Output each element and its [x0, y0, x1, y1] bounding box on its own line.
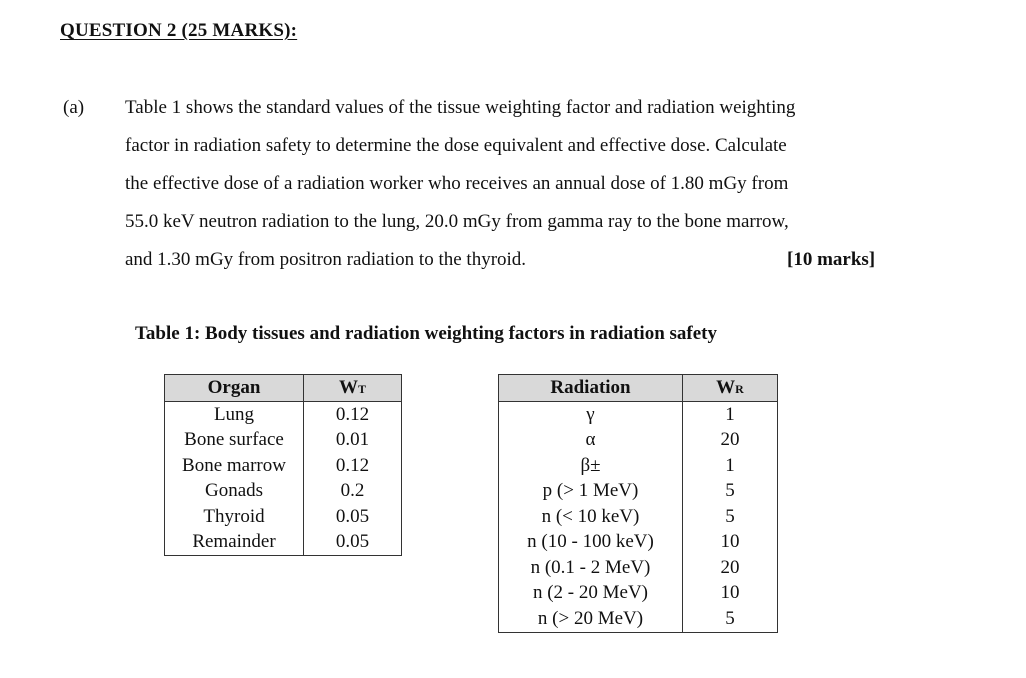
- table-header-row: [499, 375, 778, 402]
- organ-cell: Lung: [165, 402, 304, 428]
- wt-header-sub: T: [357, 382, 366, 396]
- radiation-cell: α: [499, 428, 683, 454]
- table-row: [499, 606, 778, 632]
- radiation-cell: n (10 - 100 keV): [499, 530, 683, 556]
- part-label: (a): [63, 97, 85, 118]
- radiation-weighting-table: [498, 374, 778, 633]
- wr-cell: 5: [683, 479, 778, 505]
- wt-cell: 0.12: [304, 402, 402, 428]
- question-line-2: factor in radiation safety to determine the dose equivalent and effective dose. Calculate: [125, 135, 787, 156]
- organ-header: Organ: [165, 375, 304, 402]
- radiation-cell: β±: [499, 453, 683, 479]
- wt-cell: 0.05: [304, 530, 402, 556]
- radiation-header: Radiation: [499, 375, 683, 402]
- wr-cell: 20: [683, 555, 778, 581]
- table-row: [165, 504, 402, 530]
- wr-cell: 5: [683, 606, 778, 632]
- table-row: [499, 504, 778, 530]
- radiation-cell: γ: [499, 402, 683, 428]
- table-row: [165, 530, 402, 556]
- question-line-3: the effective dose of a radiation worker who receives an annual dose of 1.80 mGy from: [125, 173, 789, 194]
- table-row: [499, 555, 778, 581]
- wr-cell: 1: [683, 453, 778, 479]
- question-heading: QUESTION 2 (25 MARKS):: [60, 20, 298, 41]
- table-row: [499, 428, 778, 454]
- table-row: [165, 402, 402, 428]
- radiation-cell: n (0.1 - 2 MeV): [499, 555, 683, 581]
- wr-header: [683, 375, 778, 402]
- question-line-5: and 1.30 mGy from positron radiation to the thyroid.: [125, 249, 527, 270]
- table-header-row: [165, 375, 402, 402]
- wr-cell: 20: [683, 428, 778, 454]
- radiation-cell: p (> 1 MeV): [499, 479, 683, 505]
- radiation-cell: n (2 - 20 MeV): [499, 581, 683, 607]
- wt-header: [304, 375, 402, 402]
- table-row: [499, 479, 778, 505]
- table-caption: Table 1: Body tissues and radiation weighting factors in radiation safety: [135, 323, 718, 344]
- table-row: [499, 530, 778, 556]
- wt-header-main: W: [338, 377, 358, 398]
- radiation-cell: n (< 10 keV): [499, 504, 683, 530]
- table-row: [165, 453, 402, 479]
- wr-cell: 10: [683, 530, 778, 556]
- wt-cell: 0.01: [304, 428, 402, 454]
- radiation-cell: n (> 20 MeV): [499, 606, 683, 632]
- organ-cell: Remainder: [165, 530, 304, 556]
- wt-cell: 0.2: [304, 479, 402, 505]
- organ-cell: Bone marrow: [165, 453, 304, 479]
- table-row: [165, 479, 402, 505]
- question-line-4: 55.0 keV neutron radiation to the lung, 20.0 mGy from gamma ray to the bone marrow,: [125, 211, 789, 232]
- tissue-weighting-table: [164, 374, 402, 556]
- wt-cell: 0.05: [304, 504, 402, 530]
- wr-header-main: W: [716, 377, 736, 398]
- wr-cell: 10: [683, 581, 778, 607]
- organ-cell: Bone surface: [165, 428, 304, 454]
- marks-label: [10 marks]: [787, 249, 876, 270]
- table-row: [499, 402, 778, 428]
- organ-cell: Thyroid: [165, 504, 304, 530]
- wr-cell: 1: [683, 402, 778, 428]
- wt-cell: 0.12: [304, 453, 402, 479]
- wr-cell: 5: [683, 504, 778, 530]
- organ-cell: Gonads: [165, 479, 304, 505]
- table-row: [165, 428, 402, 454]
- wr-header-sub: R: [735, 382, 744, 396]
- question-line-1: Table 1 shows the standard values of the tissue weighting factor and radiation weighting: [125, 97, 796, 118]
- table-row: [499, 453, 778, 479]
- table-row: [499, 581, 778, 607]
